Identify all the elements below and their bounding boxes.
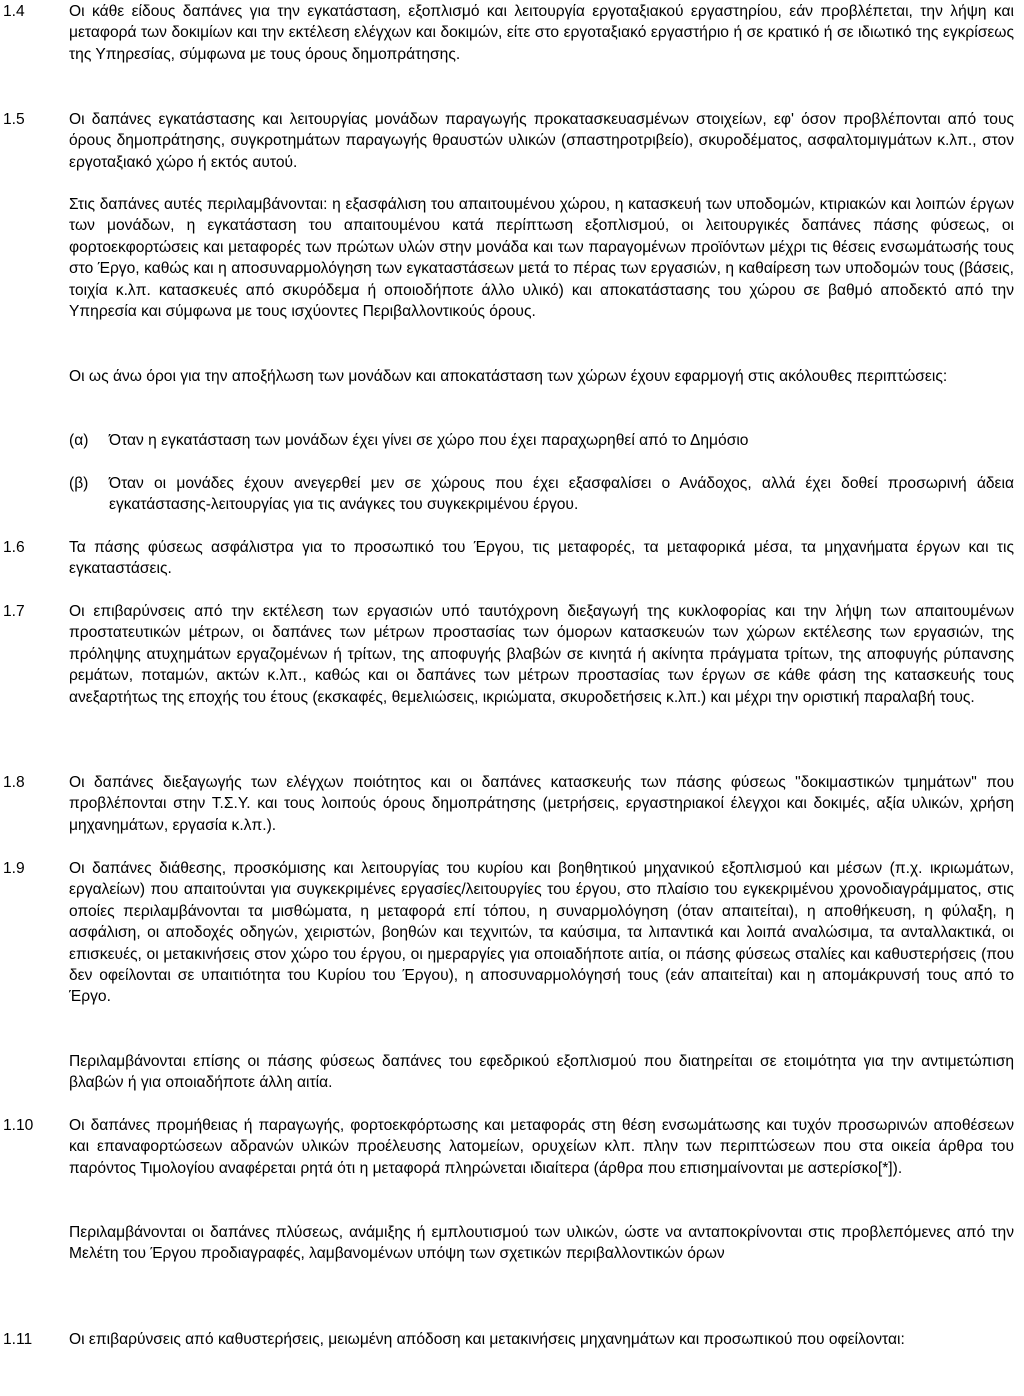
subitem xyxy=(69,430,1014,451)
section-1-10 xyxy=(0,1115,1014,1179)
section-number: 1.9 xyxy=(3,860,25,877)
subitem-label: (α) xyxy=(69,432,89,449)
section-paragraph: Οι δαπάνες προμήθειας ή παραγωγής, φορτοεκφόρτωσης και μεταφοράς στη θέση ενσωμάτωσης και τυχόν προσωρινών αποθέσεων και επαναφορτώσεων αδρανών υλικών προέλευσης λατομείων, ορυχείων κλπ. πλην των περιπτώσεων που στα οικεία άρθρα του παρόντος Τιμολογίου αναφέρεται ρητά ότι η μεταφορά πληρώνεται ιδιαίτερα (άρθρα που επισημαίνονται με αστερίσκο[*]). xyxy=(69,1117,1014,1177)
section-1-6 xyxy=(0,537,1014,580)
section-1-5-subitem-b xyxy=(0,473,1014,516)
section-paragraph: Οι ως άνω όροι για την αποξήλωση των μονάδων και αποκατάσταση των χώρων έχουν εφαρμογή στις ακόλουθες περιπτώσεις: xyxy=(69,368,948,385)
subitem-text: Όταν οι μονάδες έχουν ανεγερθεί μεν σε χώρους που έχει εξασφαλίσει ο Ανάδοχος, αλλά έχει δοθεί προσωρινή άδεια εγκατάστασης-λειτουργίας για τις ανάγκες του συγκεκριμένου έργου. xyxy=(109,475,1014,514)
section-paragraph: Περιλαμβάνονται οι δαπάνες πλύσεως, ανάμιξης ή εμπλουτισμού των υλικών, ώστε να ανταποκρίνονται στις προβλεπόμενες από την Μελέτη του Έργου προδιαγραφές, λαμβανομένων υπόψη των σχετικών περιβαλλοντικών όρων xyxy=(69,1224,1014,1263)
section-paragraph: Οι δαπάνες διεξαγωγής των ελέγχων ποιότητος και οι δαπάνες κατασκευής των πάσης φύσεως "δοκιμαστικών τμημάτων" που προβλέπονται στην Τ.Σ.Υ. και τους λοιπούς όρους δημοπράτησης (μετρήσεις, εργαστηριακοί έλεγχοι και δοκιμές, αξία υλικών, χρήση μηχανημάτων, εργασία κ.λπ.). xyxy=(69,774,1014,834)
section-1-7 xyxy=(0,601,1014,708)
section-number: 1.10 xyxy=(3,1117,34,1134)
section-1-11 xyxy=(0,1329,1014,1350)
section-number: 1.4 xyxy=(3,3,25,20)
section-paragraph: Οι επιβαρύνσεις από την εκτέλεση των εργασιών υπό ταυτόχρονη διεξαγωγή της κυκλοφορίας και την λήψη των απαιτουμένων προστατευτικών μέτρων, οι δαπάνες των μέτρων προστασίας των όμορων κατασκευών των χώρων εκτέλεσης των εργασιών, της πρόληψης ατυχημάτων εργαζομένων ή τρίτων, της αποφυγής βλαβών σε κινητά ή ακίνητα πράγματα τρίτων, της αποφυγής ρύπανσης ρεμάτων, ποταμών, ακτών κ.λπ., καθώς και οι δαπάνες των μέτρων προστασίας των έργων σε κάθε φάση της κατασκευής τους ανεξαρτήτως της εποχής του έτους (εκσκαφές, θεμελιώσεις, ικριώματα, σκυροδετήσεις κ.λπ.) και μέχρι την οριστική παραλαβή τους. xyxy=(69,603,1014,706)
section-1-9-continuation xyxy=(0,1051,1014,1094)
section-1-4 xyxy=(0,1,1014,65)
section-paragraph: Οι δαπάνες εγκατάστασης και λειτουργίας μονάδων παραγωγής προκατασκευασμένων στοιχείων, εφ' όσον προβλέπονται από τους όρους δημοπράτησης, συγκροτημάτων παραγωγής θραυστών υλικών (σπαστηροτριβείο), σκυροδέματος, ασφαλτομιγμάτων κ.λπ., στον εργοταξιακό χώρο ή εκτός αυτού. xyxy=(69,111,1014,171)
section-paragraph: Στις δαπάνες αυτές περιλαμβάνονται: η εξασφάλιση του απαιτουμένου χώρου, η κατασκευή των υποδομών, κτιριακών και λοιπών έργων των μονάδων, η εγκατάσταση του απαιτουμένου κατά περίπτωση εξοπλισμού, οι λειτουργικές δαπάνες πάσης φύσεως, οι φορτοεκφορτώσεις και μεταφορές των πρώτων υλών στην μονάδα και των παραγομένων προϊόντων μέχρι τις θέσεις ενσωμάτωσής τους στο Έργο, καθώς και η αποσυναρμολόγηση των εγκαταστάσεων μετά το πέρας των εργασιών, η καθαίρεση των υποδομών τους (βάσεις, τοιχία κ.λπ. κατασκευές από σκυρόδεμα ή οποιοδήποτε άλλο υλικό) και αποκατάστασης του χώρου σε βαθμό αποδεκτό από την Υπηρεσία και σύμφωνα με τους ισχύοντες Περιβαλλοντικούς όρους. xyxy=(69,196,1014,321)
section-1-5 xyxy=(0,109,1014,173)
section-paragraph: Τα πάσης φύσεως ασφάλιστρα για το προσωπικό του Έργου, τις μεταφορές, τα μεταφορικά μέσα, τα μηχανήματα έργων και τις εγκαταστάσεις. xyxy=(69,539,1014,578)
section-1-8 xyxy=(0,772,1014,836)
section-paragraph: Περιλαμβάνονται επίσης οι πάσης φύσεως δαπάνες του εφεδρικού εξοπλισμού που διατηρείται σε ετοιμότητα για την αντιμετώπιση βλαβών ή για οποιαδήποτε άλλη αιτία. xyxy=(69,1053,1014,1092)
section-number: 1.5 xyxy=(3,111,25,128)
section-1-9 xyxy=(0,858,1014,1008)
section-number: 1.11 xyxy=(3,1331,33,1348)
section-1-10-continuation xyxy=(0,1222,1014,1265)
subitem-text: Όταν η εγκατάσταση των μονάδων έχει γίνει σε χώρο που έχει παραχωρηθεί από το Δημόσιο xyxy=(109,432,749,449)
section-paragraph: Οι επιβαρύνσεις από καθυστερήσεις, μειωμένη απόδοση και μετακινήσεις μηχανημάτων και προσωπικού που οφείλονται: xyxy=(69,1331,905,1348)
section-1-5-subitem-a xyxy=(0,430,1014,451)
section-paragraph: Οι δαπάνες διάθεσης, προσκόμισης και λειτουργίας του κυρίου και βοηθητικού μηχανικού εξοπλισμού και μέσων (π.χ. ικριωμάτων, εργαλείων) που απαιτούνται για συγκεκριμένες εργασίες/λειτουργίες του έργου, στο πλαίσιο του εγκεκριμένου χρονοδιαγράμματος, στις οποίες περιλαμβάνονται τα μισθώματα, η μεταφορά επί τόπου, η συναρμολόγηση (όταν απαιτείται), η αποθήκευση, η φύλαξη, η ασφάλιση, οι αποδοχές οδηγών, χειριστών, βοηθών και τεχνιτών, τα καύσιμα, τα λιπαντικά και λοιπά αναλώσιμα, τα ανταλλακτικά, οι επισκευές, οι μετακινήσεις στον χώρο του έργου, οι ημεραργίες για οποιαδήποτε αιτία, οι πάσης φύσεως σταλίες και καθυστερήσεις (που δεν οφείλονται σε υπαιτιότητα του Κυρίου του Έργου), η αποσυναρμολόγησή τους (εάν απαιτείται) και η απομάκρυνσή τους από το Έργο. xyxy=(69,860,1014,1006)
section-number: 1.7 xyxy=(3,603,25,620)
section-number: 1.6 xyxy=(3,539,25,556)
subitem xyxy=(69,473,1014,516)
subitem-label: (β) xyxy=(69,475,89,492)
section-paragraph: Οι κάθε είδους δαπάνες για την εγκατάσταση, εξοπλισμό και λειτουργία εργοταξιακού εργαστηρίου, εάν προβλέπεται, την λήψη και μεταφορά των δοκιμίων και την εκτέλεση ελέγχων και δοκιμών, είτε στο εργοταξιακό εργαστήριο ή σε κρατικό ή σε ιδιωτικό της εγκρίσεως της Υπηρεσίας, σύμφωνα με τους όρους δημοπράτησης. xyxy=(69,3,1014,63)
section-1-5-conditions-intro xyxy=(0,366,1014,387)
section-number: 1.8 xyxy=(3,774,25,791)
section-1-5-continuation xyxy=(0,194,1014,322)
